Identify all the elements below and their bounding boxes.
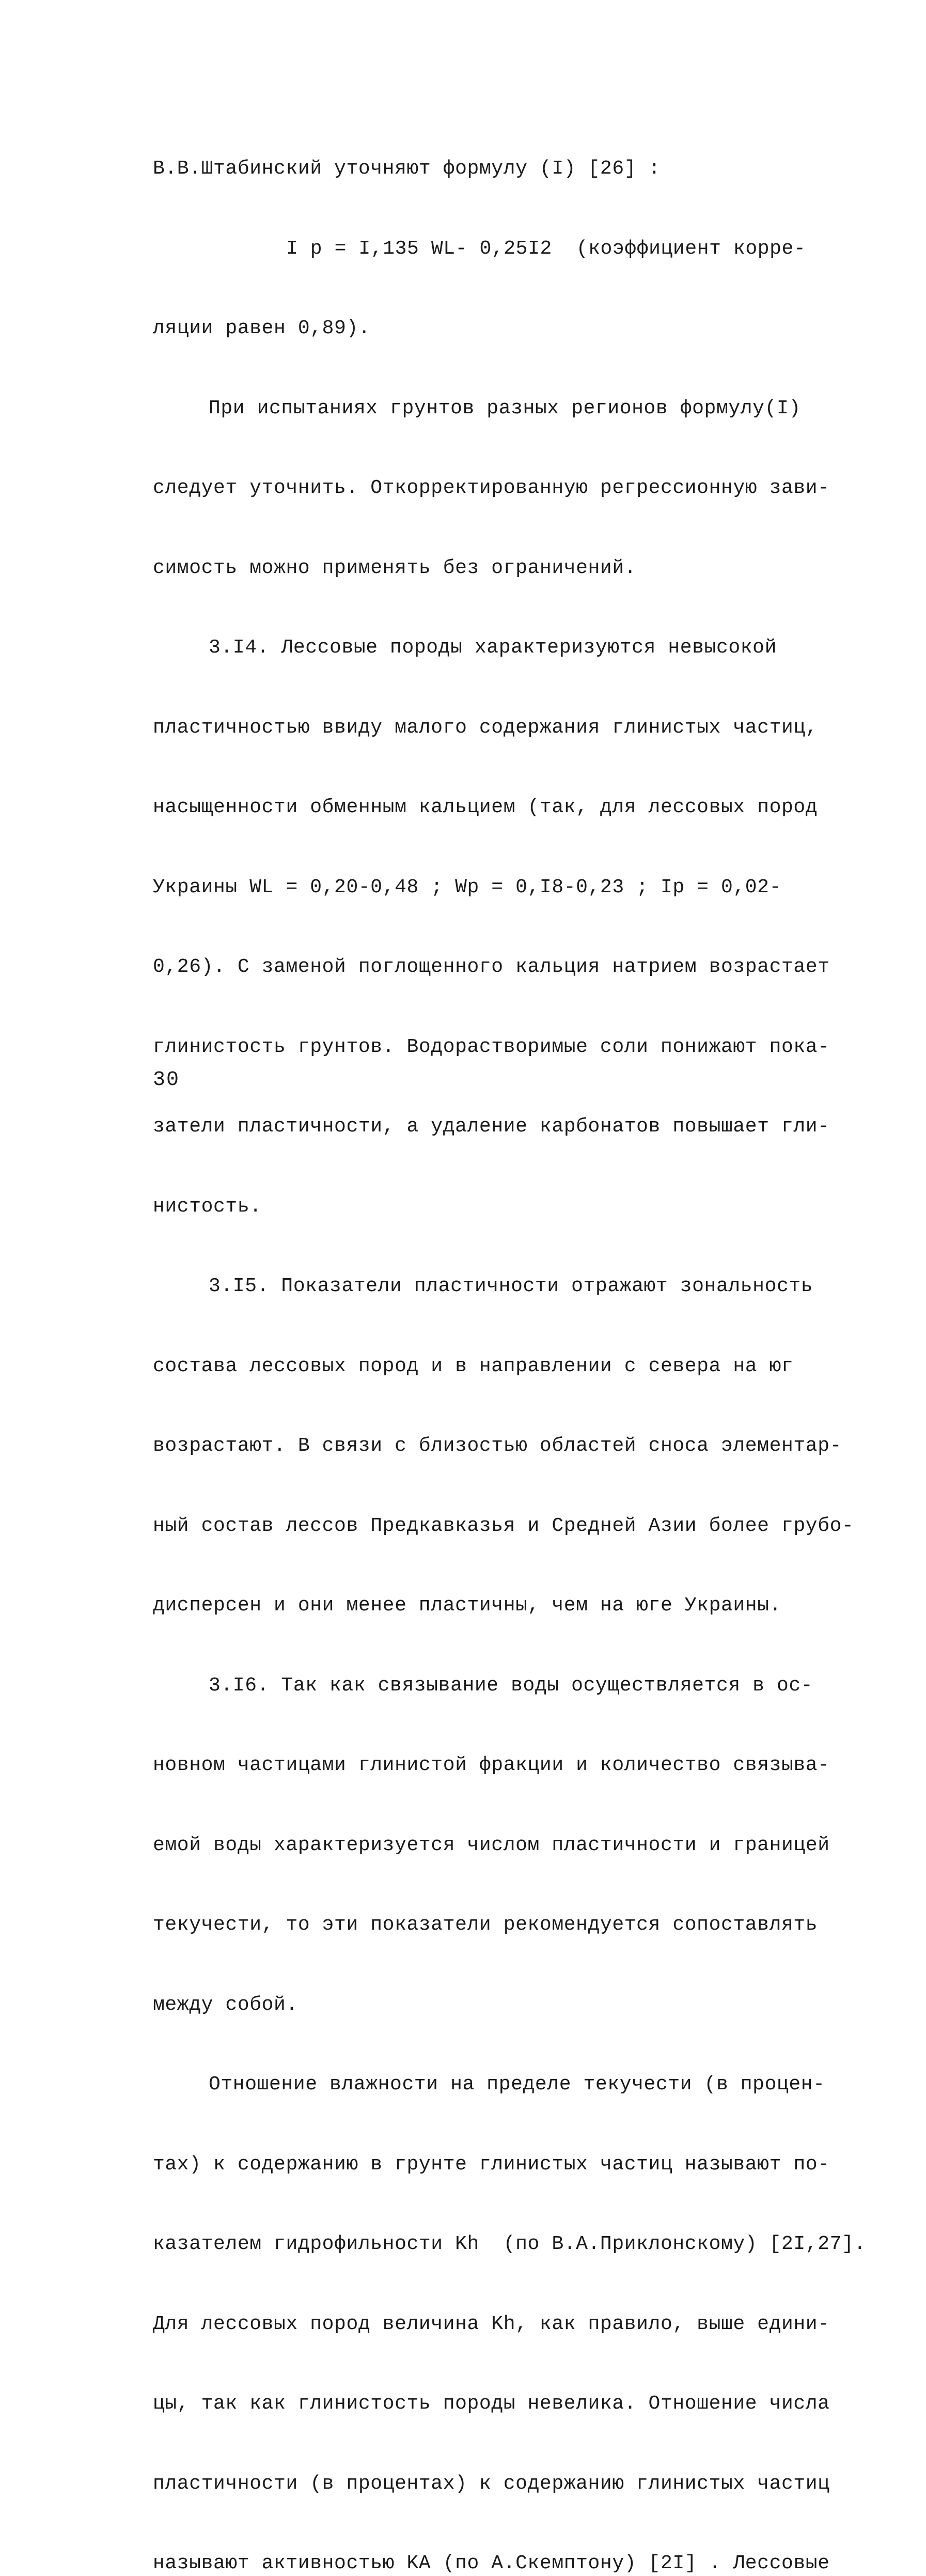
text-line: тах) к содержанию в грунте глинистых частиц называют по- — [153, 2153, 830, 2176]
text-line: Украины WL = 0,20-0,48 ; Wp = 0,I8-0,23 ; Ip = 0,02- — [153, 876, 781, 898]
paragraph-start: 3.I4. Лессовые породы характеризуются невысокой — [209, 637, 777, 659]
text-line: ляции равен 0,89). — [153, 317, 371, 339]
page-number: 30 — [153, 1068, 180, 1092]
text-line: затели пластичности, а удаление карбонатов повышает гли- — [153, 1115, 830, 1138]
formula-line: I p = I,135 WL- 0,25I2 (коэффициент корре- — [286, 237, 806, 260]
paragraph-start: Отношение влажности на пределе текучести (в процен- — [209, 2073, 825, 2096]
text-line: нистость. — [153, 1195, 262, 1218]
text-line: емой воды характеризуется числом пластичности и границей — [153, 1834, 830, 1856]
text-line: текучести, то эти показатели рекомендуется сопоставлять — [153, 1914, 818, 1936]
paragraph-start: 3.I6. Так как связывание воды осуществляется в ос- — [209, 1674, 813, 1697]
text-line: пластичностью ввиду малого содержания глинистых частиц, — [153, 716, 818, 739]
text-line: В.В.Штабинский уточняют формулу (I) [26] : — [153, 158, 661, 180]
text-line: казателем гидрофильности Kh (по В.А.Приклонскому) [2I,27]. — [153, 2233, 866, 2255]
text-line: Для лессовых пород величина Kh, как правило, выше едини- — [153, 2313, 830, 2335]
text-line: симость можно применять без ограничений. — [153, 556, 637, 579]
text-line: называют активностью KA (по А.Скемптону) [2I] . Лессовые — [153, 2552, 830, 2574]
body-text — [153, 102, 866, 2576]
text-line: ный состав лессов Предкавказья и Средней Азии более грубо- — [153, 1514, 854, 1537]
text-line: 0,26). С заменой поглощенного кальция натрием возрастает — [153, 956, 830, 978]
text-line: возрастают. В связи с близостью областей сноса элементар- — [153, 1435, 842, 1457]
text-line: состава лессовых пород и в направлении с севера на юг — [153, 1355, 794, 1377]
paragraph-start: 3.I5. Показатели пластичности отражают зональность — [209, 1275, 813, 1297]
text-line: следует уточнить. Откорректированную регрессионную зави- — [153, 477, 830, 499]
text-line: между собой. — [153, 1993, 298, 2016]
paragraph-start: При испытаниях грунтов разных регионов формулу(I) — [209, 397, 801, 420]
text-line: глинистость грунтов. Водорастворимые соли понижают пока- — [153, 1035, 830, 1058]
text-line: дисперсен и они менее пластичны, чем на юге Украины. — [153, 1594, 781, 1617]
text-line: пластичности (в процентах) к содержанию глинистых частиц — [153, 2472, 830, 2495]
text-line: насыщенности обменным кальцием (так, для лессовых пород — [153, 796, 818, 818]
text-line: новном частицами глинистой фракции и количество связыва- — [153, 1754, 830, 1776]
text-line: цы, так как глинистость породы невелика. Отношение числа — [153, 2393, 830, 2415]
